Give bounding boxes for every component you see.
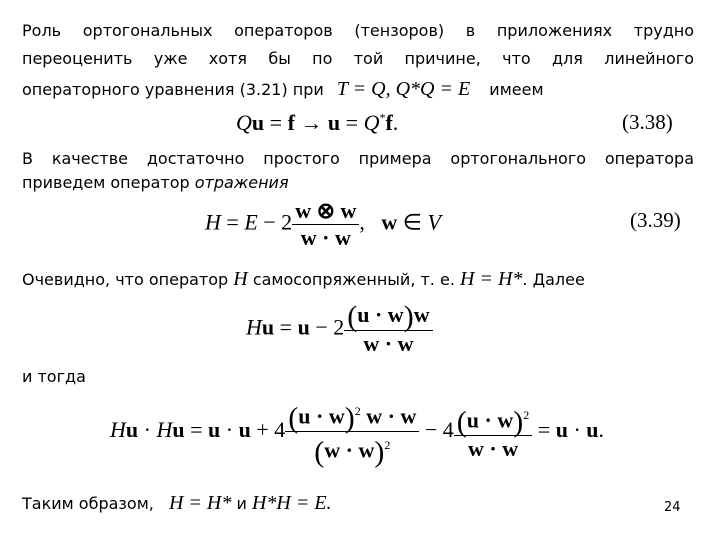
paragraph3-var: H [233,268,248,290]
equation-hu-hu-fraction2: $\frac{(u \cdot w)^2}{w \cdot w}$ [454,402,532,462]
equation-hu: Hu = u − 2 $\frac{(u \cdot w)w}{w \cdot w}$ [246,302,433,357]
conclusion [22,490,332,517]
paragraph1-line3-suffix: имеем [489,80,544,99]
equation-hu-hu-fraction1: $\frac{(u \cdot w)^2 w \cdot w}{(w \cdot w)^2}$ [285,398,419,466]
page-number: 24 [664,500,681,515]
conclusion-math2: H*H = E. [251,492,332,514]
equation-3-39-fraction: $\frac{w \otimes w}{w \cdot w}$ [292,198,359,251]
equation-hu-hu: Hu · Hu = u · u + 4 $\frac{(u \cdot w)^2 w \cdot w}{(w \cdot w)^2}$ − 4 $\frac{(u \cdot w)^2}{w \cdot w}$ = u · u. [110,398,604,466]
paragraph2-line2-prefix: приведем оператор [22,173,190,192]
equation-3-38: Qu = f → u = Q*f. [236,110,399,135]
paragraph1-line1: Роль ортогональных операторов (тензоров) в приложениях трудно [22,21,694,40]
paragraph1-line3-prefix: операторного уравнения (3.21) при [22,80,324,99]
conclusion-conj: и [236,494,247,513]
equation-3-38-number: (3.38) [622,110,673,134]
equation-3-39: H = E − 2 $\frac{w \otimes w}{w \cdot w}$ , w ∈ V [205,198,441,250]
paragraph1-line3 [22,76,544,103]
paragraph3-prefix: Очевидно, что оператор [22,270,229,289]
paragraph2-emphasis: отражения [194,173,289,192]
equation-hu-fraction: $\frac{(u \cdot w)w}{w \cdot w}$ [344,302,432,357]
equation-3-39-number: (3.39) [630,208,681,232]
paragraph1-line2: переоценить уже хотя бы по той причине, что для линейного [22,49,694,68]
paragraph3-math: H = H* [460,268,523,290]
conclusion-prefix: Таким образом, [22,494,154,513]
paragraph1-line3-math: T = Q, Q*Q = E [336,78,471,100]
paragraph4: и тогда [22,367,86,386]
paragraph3-suffix: . Далее [522,270,585,289]
conclusion-math1: H = H* [168,492,232,514]
paragraph2-line2 [22,170,289,196]
paragraph2-line1: В качестве достаточно простого примера ортогонального оператора [22,149,694,168]
paragraph3-middle: самосопряженный, т. е. [252,270,455,289]
paragraph3 [22,266,585,293]
